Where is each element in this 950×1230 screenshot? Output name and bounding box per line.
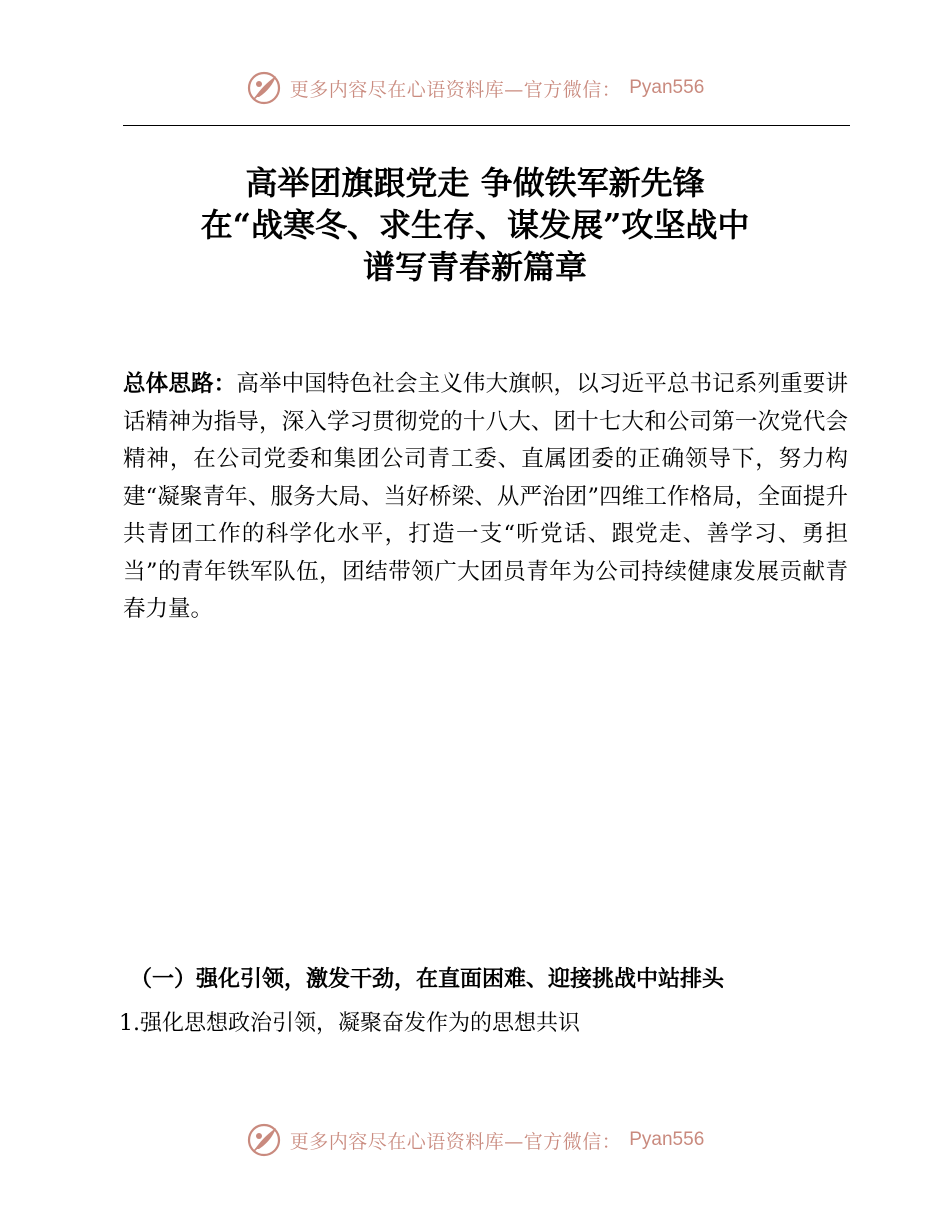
quill-logo-icon [246, 1122, 282, 1158]
watermark-text: 更多内容尽在心语资料库—官方微信： [289, 78, 622, 101]
quill-logo-icon [246, 70, 282, 106]
watermark-wechat-id: Pyan556 [629, 77, 705, 98]
title-line-2: 在“战寒冬、求生存、谋发展”攻坚战中 [200, 206, 750, 244]
summary-paragraph [123, 366, 848, 629]
watermark-header [0, 70, 950, 106]
title-line-1: 高举团旗跟党走 争做铁军新先锋 [245, 164, 705, 202]
header-divider [123, 125, 850, 126]
summary-label: 总体思路： [123, 371, 237, 397]
watermark-text: 更多内容尽在心语资料库—官方微信： [289, 1130, 622, 1153]
summary-text: 高举中国特色社会主义伟大旗帜，以习近平总书记系列重要讲话精神为指导，深入学习贯彻党的十八大、团十七大和公司第一次党代会精神，在公司党委和集团公司青工委、直属团委的正确领导下，努力构建“凝聚青年、服务大局、当好桥梁、从严治团”四维工作格局，全面提升共青团工作的科学化水平，打造一支“听党话、跟党走、善学习、勇担当”的青年铁军队伍，团结带领广大团员青年为公司持续健康发展贡献青春力量。 [123, 371, 848, 622]
watermark-footer [0, 1122, 950, 1158]
watermark-wechat-id: Pyan556 [629, 1129, 705, 1150]
section-heading: （一）强化引领，激发干劲，在直面困难、迎接挑战中站排头 [130, 966, 725, 992]
document-title [0, 162, 950, 288]
subheading: 1.强化思想政治引领，凝聚奋发作为的思想共识 [119, 1011, 580, 1036]
title-line-3: 谱写青春新篇章 [362, 248, 587, 286]
